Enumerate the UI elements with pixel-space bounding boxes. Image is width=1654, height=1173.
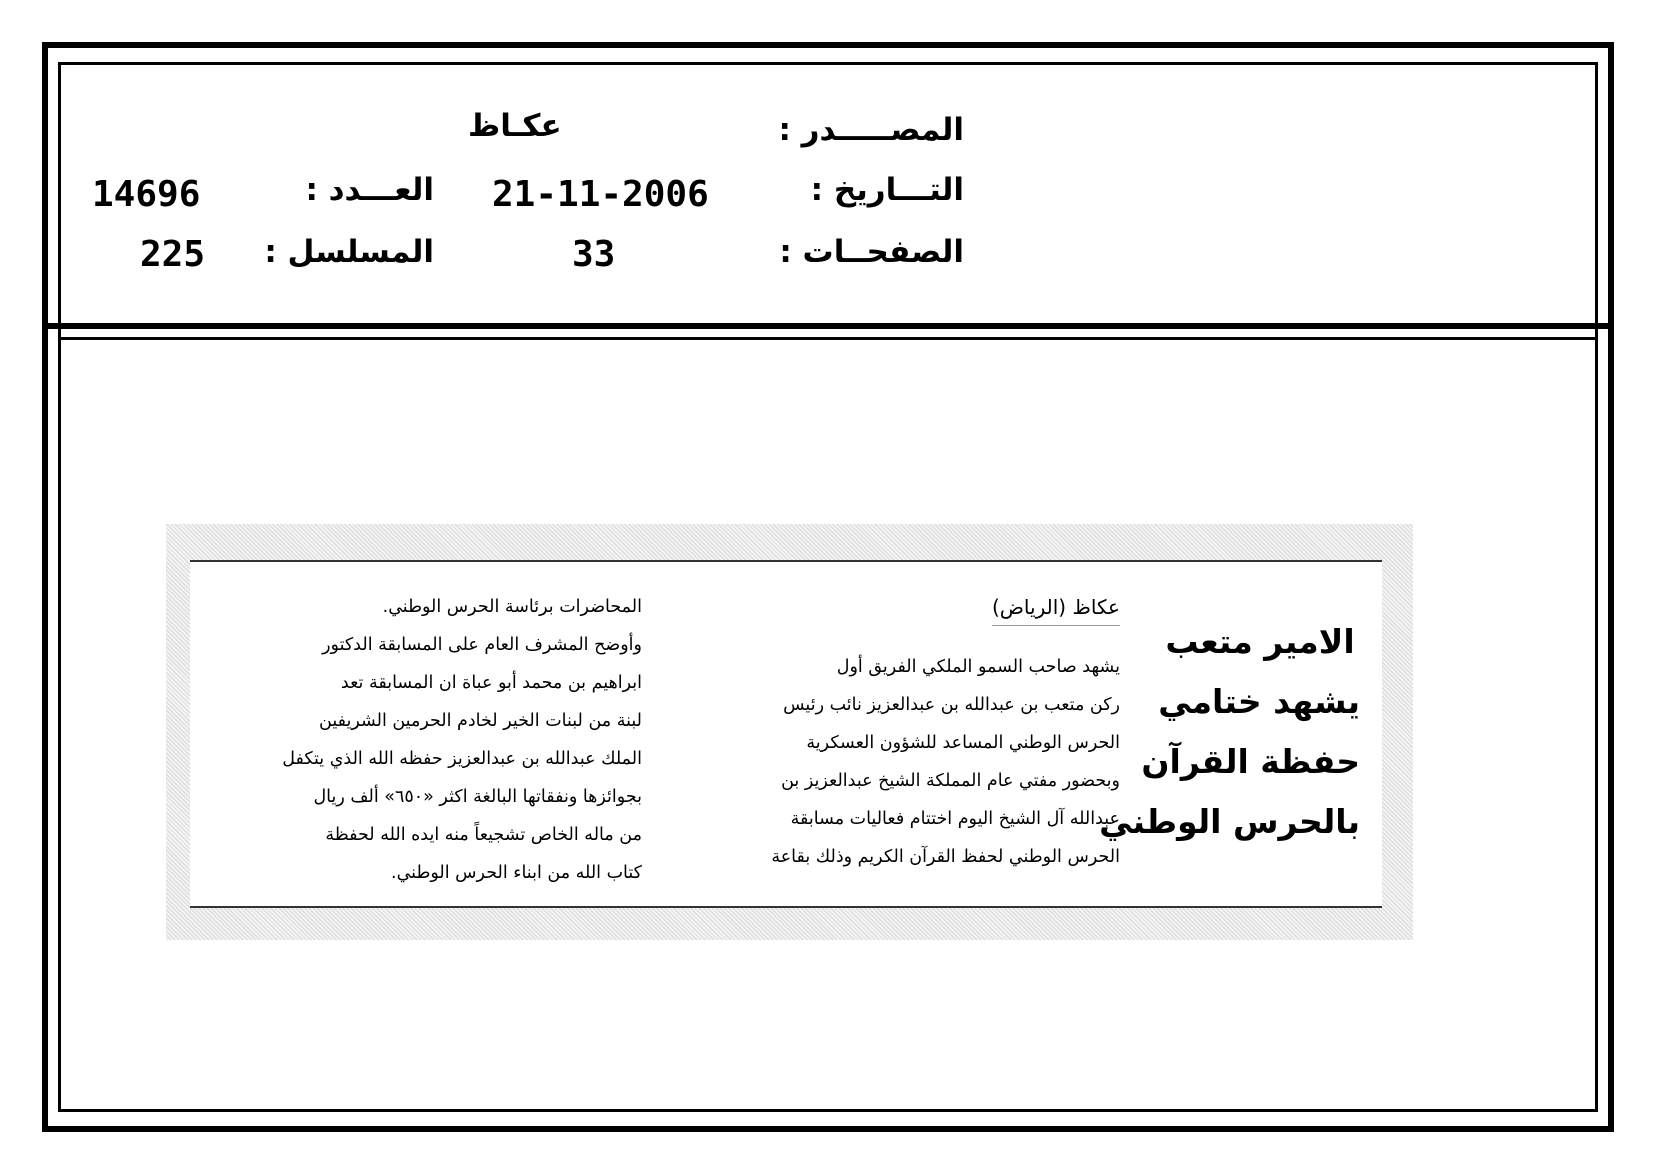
serial-label: المسلسل : xyxy=(264,234,434,270)
article-byline: عكاظ (الرياض) xyxy=(992,591,1120,626)
serial-value: 225 xyxy=(140,234,206,275)
headline-line: بالحرس الوطني xyxy=(1099,802,1360,841)
article-headline xyxy=(1099,612,1360,852)
article-line: ركن متعب بن عبدالله بن عبدالعزيز نائب رئيس xyxy=(783,695,1120,715)
issue-label: العـــدد : xyxy=(305,172,434,208)
source-label: المصـــــدر : xyxy=(778,112,964,148)
article-line: وبحضور مفتي عام المملكة الشيخ عبدالعزيز بن xyxy=(781,771,1120,791)
article-line: كتاب الله من ابناء الحرس الوطني. xyxy=(391,863,642,883)
pages-label: الصفحــات : xyxy=(779,234,964,270)
article-line: الحرس الوطني المساعد للشؤون العسكرية xyxy=(806,733,1120,753)
issue-value: 14696 xyxy=(92,174,201,215)
article-line: من ماله الخاص تشجيعاً منه ايده الله لحفظة xyxy=(325,825,642,845)
article-column-1 xyxy=(682,590,1120,876)
article-line: عبدالله آل الشيخ اليوم اختتام فعاليات مسابقة xyxy=(790,809,1120,829)
newspaper-clipping xyxy=(166,524,1413,940)
article-line: يشهد صاحب السمو الملكي الفريق أول xyxy=(836,657,1120,677)
article-line: المحاضرات برئاسة الحرس الوطني. xyxy=(382,597,642,617)
pages-value: 33 xyxy=(572,234,616,275)
header-divider xyxy=(42,323,1614,329)
article-line: وأوضح المشرف العام على المسابقة الدكتور xyxy=(322,635,642,655)
article-column-2 xyxy=(202,588,642,892)
source-value: عكـاظ xyxy=(468,108,562,144)
headline-line: الامير متعب xyxy=(1165,622,1355,661)
article-line: الملك عبدالله بن عبدالعزيز حفظه الله الذي يتكفل xyxy=(282,749,642,769)
article-line: ابراهيم بن محمد أبو عباة ان المسابقة تعد xyxy=(340,673,642,693)
headline-line: يشهد ختامي xyxy=(1158,682,1360,721)
article-line: لبنة من لبنات الخير لخادم الحرمين الشريفين xyxy=(319,711,642,731)
header-divider-inner xyxy=(58,337,1598,340)
article-line: بجوائزها ونفقاتها البالغة اكثر «٦٥٠» ألف ريال xyxy=(313,787,642,807)
headline-line: حفظة القرآن xyxy=(1141,742,1360,781)
date-label: التـــاريخ : xyxy=(810,172,964,208)
date-value: 21-11-2006 xyxy=(492,174,709,215)
clipping-body xyxy=(190,560,1382,908)
article-line: الحرس الوطني لحفظ القرآن الكريم وذلك بقاعة xyxy=(771,847,1120,867)
